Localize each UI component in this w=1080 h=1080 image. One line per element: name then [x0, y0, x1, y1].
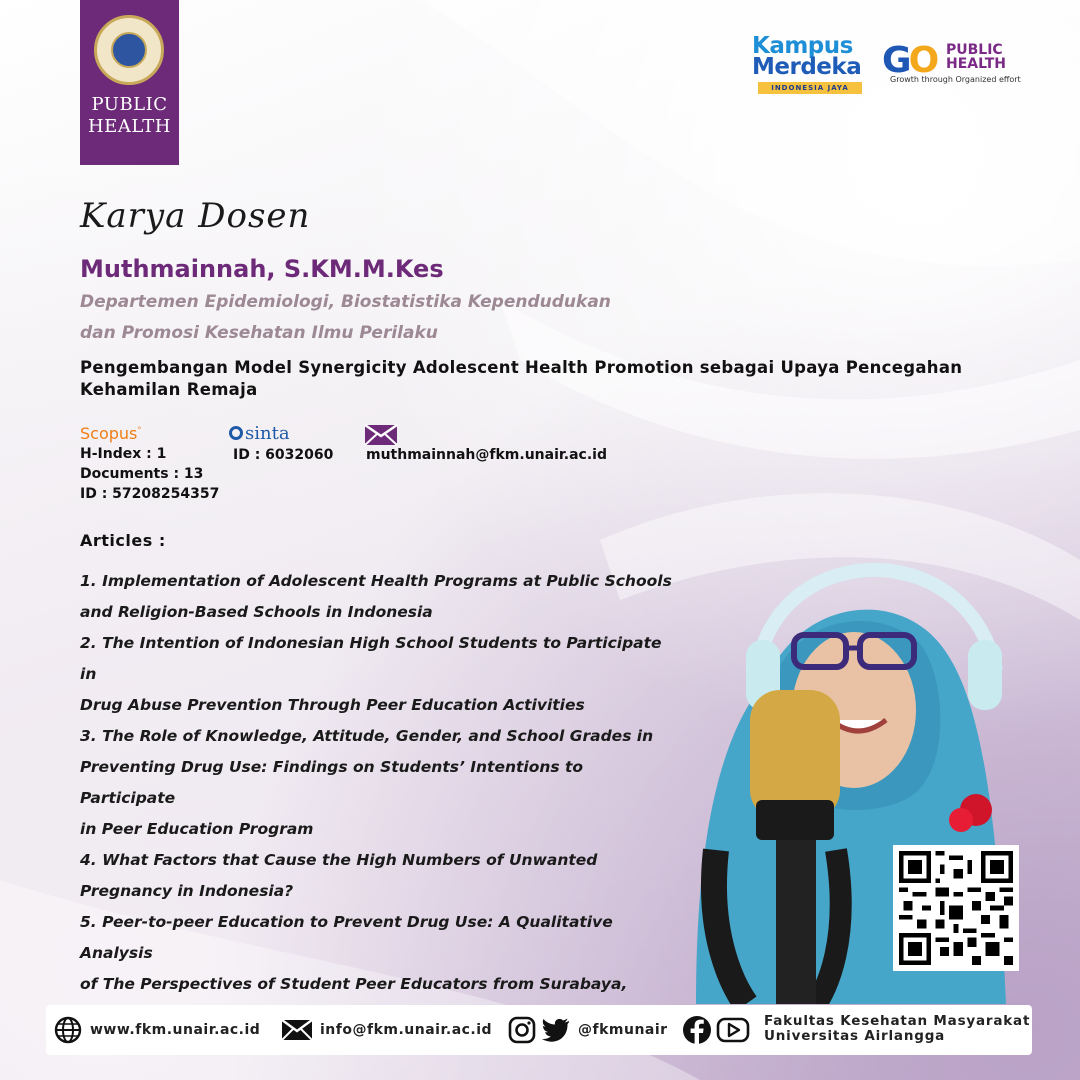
scopus-info — [80, 444, 219, 504]
articles-heading: Articles : — [80, 531, 166, 550]
scopus-documents: Documents : 13 — [80, 466, 204, 482]
globe-icon — [54, 1016, 82, 1044]
article-line: 3. The Role of Knowledge, Attitude, Gender, and School Grades in — [80, 727, 654, 745]
faculty-name: Fakultas Kesehatan Masyarakat Universitas Airlangga — [764, 1013, 1031, 1044]
instagram-icon — [508, 1016, 536, 1044]
kampus-merdeka-logo: Kampus Merdeka INDONESIA JAYA — [752, 33, 862, 92]
articles-list — [80, 566, 680, 1031]
article-line: 2. The Intention of Indonesian High School Students to Participate in — [80, 634, 662, 683]
envelope-icon — [364, 424, 398, 446]
article-line: of The Perspectives of Student Peer Educators from Surabaya, — [80, 975, 628, 993]
sinta-id: ID : 6032060 — [233, 447, 334, 463]
article-line: and Religion-Based Schools in Indonesia — [80, 603, 433, 621]
scopus-h-index: H-Index : 1 — [80, 446, 167, 462]
article-line: 5. Peer-to-peer Education to Prevent Drug Use: A Qualitative Analysis — [80, 913, 613, 962]
qr-code[interactable] — [893, 845, 1019, 971]
article-line: Pregnancy in Indonesia? — [80, 882, 294, 900]
logo-line1: PUBLIC — [91, 94, 168, 115]
lecturer-name: Muthmainnah, S.KM.M.Kes — [80, 255, 444, 283]
article-line: Drug Abuse Prevention Through Peer Education Activities — [80, 696, 585, 714]
department-line2: dan Promosi Kesehatan Ilmu Perilaku — [80, 323, 438, 343]
scopus-logo: Scopus° — [80, 424, 142, 443]
logo-line2: HEALTH — [87, 116, 172, 137]
go-public-health-logo: GO PUBLIC HEALTH Growth through Organized effort — [882, 40, 1021, 84]
twitter-icon — [542, 1018, 570, 1042]
footer-media[interactable] — [682, 1005, 758, 1055]
scopus-id: ID : 57208254357 — [80, 486, 220, 502]
footer-social[interactable]: @fkmunair — [508, 1005, 668, 1055]
youtube-icon — [716, 1017, 750, 1043]
research-title: Pengembangan Model Synergicity Adolescent Health Promotion sebagai Upaya Pencegahan Kehamilan Remaja — [80, 358, 963, 399]
sinta-logo: sinta — [229, 423, 290, 444]
article-line: in Peer Education Program — [80, 820, 314, 838]
unair-seal-icon — [94, 15, 164, 85]
department-line1: Departemen Epidemiologi, Biostatistika Kependudukan — [80, 292, 611, 312]
email-address[interactable]: muthmainnah@fkm.unair.ac.id — [366, 447, 607, 463]
page-heading: Karya Dosen — [80, 196, 311, 236]
footer-bar — [46, 1005, 1032, 1055]
article-line: 1. Implementation of Adolescent Health Programs at Public Schools — [80, 572, 672, 590]
public-health-logo — [80, 0, 179, 165]
envelope-icon — [282, 1020, 312, 1040]
article-line: 4. What Factors that Cause the High Numbers of Unwanted — [80, 851, 598, 869]
footer-email[interactable]: info@fkm.unair.ac.id — [282, 1005, 492, 1055]
footer-website[interactable]: www.fkm.unair.ac.id — [54, 1005, 260, 1055]
article-line: Preventing Drug Use: Findings on Students’ Intentions to Participate — [80, 758, 584, 807]
facebook-icon — [682, 1015, 712, 1045]
